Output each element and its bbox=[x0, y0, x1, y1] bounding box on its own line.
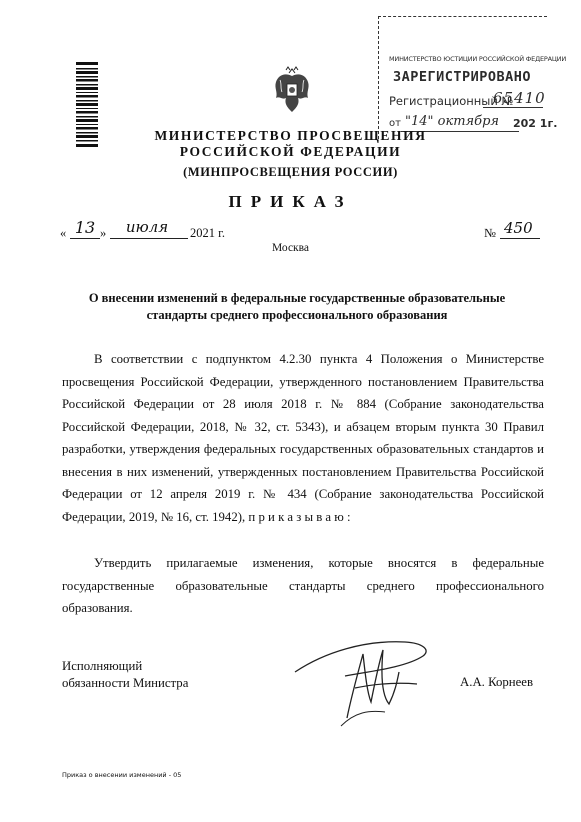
stamp-reg-underline bbox=[483, 107, 543, 108]
stamp-year: 202 1г. bbox=[513, 117, 558, 130]
signatory-title-line1: Исполняющий bbox=[62, 659, 143, 673]
date-quote-open: « bbox=[60, 226, 67, 240]
body-paragraph-2: Утвердить прилагаемые изменения, которые вносятся в федеральные государственные образовательные стандарты среднего профессионального образования. bbox=[62, 556, 544, 615]
ministry-title-line2: РОССИЙСКОЙ ФЕДЕРАЦИИ bbox=[179, 144, 402, 159]
order-number-label: № bbox=[484, 226, 496, 240]
day-underline bbox=[70, 238, 100, 239]
signatory-name: А.А. Корнеев bbox=[460, 675, 534, 689]
handwritten-signature bbox=[285, 632, 435, 728]
body-paragraph-1-text: В соответствии с подпунктом 4.2.30 пункта 4 Положения о Министерстве просвещения Российской Федерации, утвержденного постановлением Правительства Российской Федерации от 28 июля 2018 г. № 884 (Собрание законодательства Российской Федерации, 2018, № 32, ст. 5343), и абзацем вторым пункта 30 Правил разработки, утверждения федеральных государственных образовательных стандартов и внесения в них изменений, утвержденных постановлением Правительства Российской Федерации от 12 апреля 2019 г. № 434 (Собрание законодательства Российской Федерации, 2019, № 16, ст. 1942), bbox=[62, 352, 544, 524]
signatory-title bbox=[62, 658, 188, 692]
coat-of-arms-icon bbox=[272, 66, 312, 114]
registration-stamp bbox=[378, 16, 566, 139]
stamp-status: ЗАРЕГИСТРИРОВАНО bbox=[393, 69, 532, 85]
stamp-reg-label: Регистрационный № bbox=[389, 94, 514, 108]
stamp-ministry: МИНИСТЕРСТВО ЮСТИЦИИ РОССИЙСКОЙ ФЕДЕРАЦИИ bbox=[389, 55, 566, 63]
number-underline bbox=[500, 238, 540, 239]
body-paragraph-1 bbox=[62, 348, 544, 528]
month-underline bbox=[110, 238, 188, 239]
order-directive: приказываю: bbox=[248, 509, 354, 524]
order-city: Москва bbox=[271, 242, 310, 254]
stamp-reg-number: 65410 bbox=[493, 89, 546, 107]
order-day: 13 bbox=[74, 218, 96, 237]
order-subject: О внесении изменений в федеральные государственные образовательные стандарты среднего профессионального образования bbox=[88, 291, 506, 322]
date-quote-close: » bbox=[100, 226, 107, 240]
stamp-from-date: "14" октября bbox=[405, 114, 500, 129]
stamp-from-label: от bbox=[389, 118, 401, 129]
ministry-title-line1: МИНИСТЕРСТВО ПРОСВЕЩЕНИЯ bbox=[154, 128, 427, 143]
order-month: июля bbox=[125, 218, 169, 236]
order-title: ПРИКАЗ bbox=[228, 192, 353, 211]
ministry-title bbox=[0, 128, 581, 160]
order-number: 450 bbox=[504, 219, 533, 237]
document-footer: Приказ о внесении изменений - 05 bbox=[62, 771, 182, 779]
ministry-short-name: (МИНПРОСВЕЩЕНИЯ РОССИИ) bbox=[183, 165, 398, 179]
order-year: 2021 г. bbox=[190, 226, 225, 240]
signatory-title-line2: обязанности Министра bbox=[62, 676, 189, 690]
